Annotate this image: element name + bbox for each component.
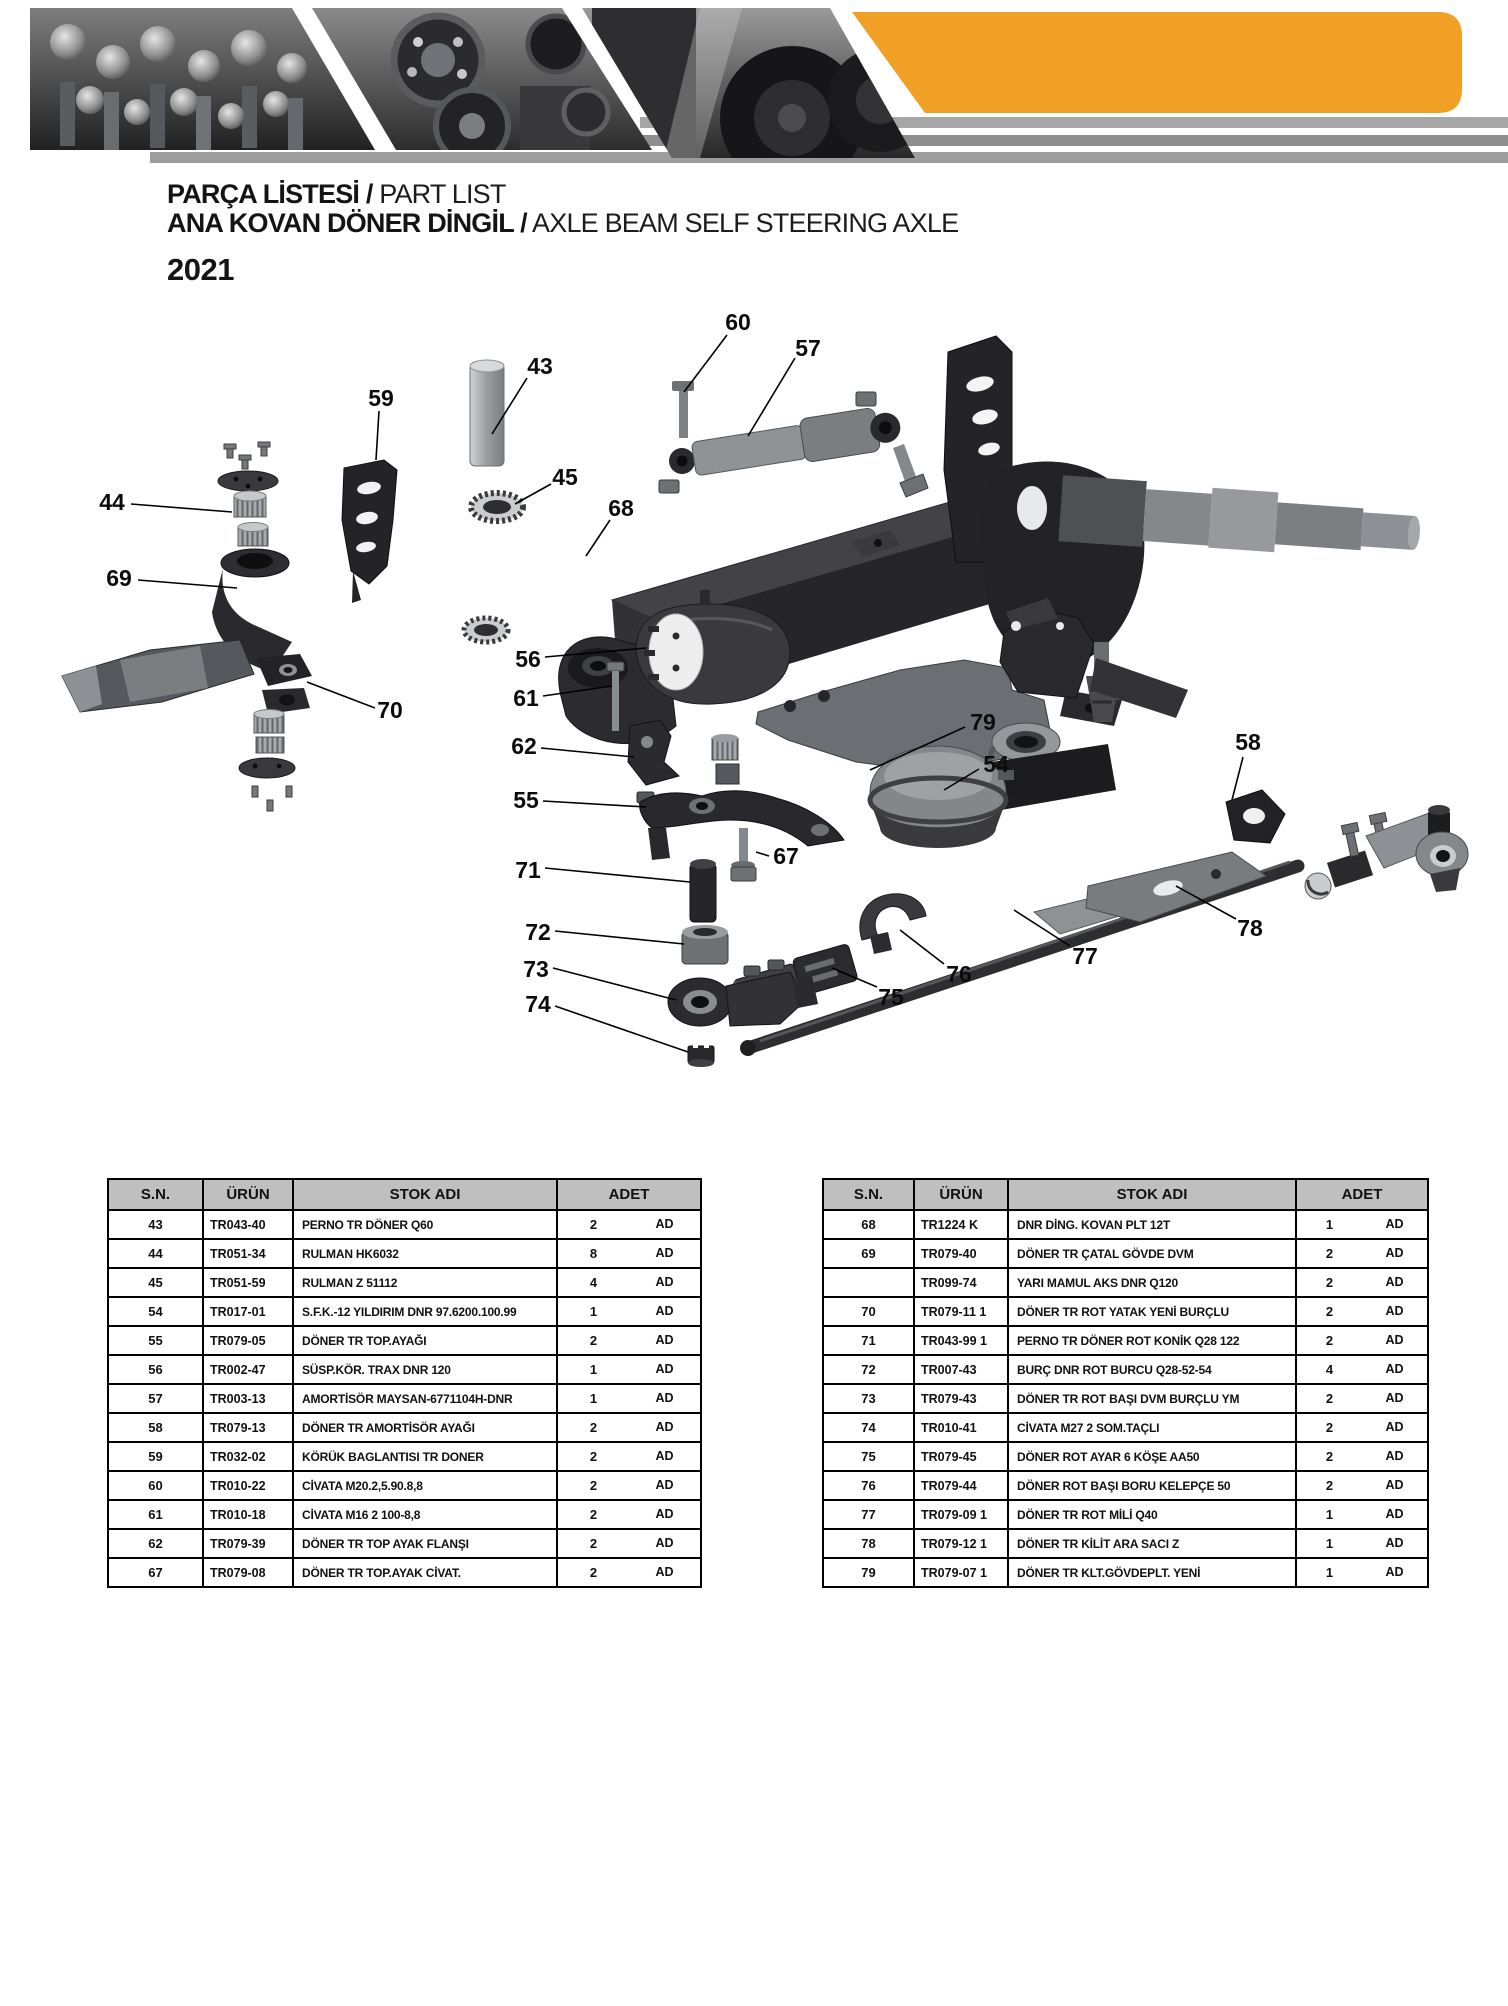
cell-serial-no: 60 <box>108 1471 203 1500</box>
callout-number: 79 <box>970 709 996 735</box>
cell-quantity <box>1296 1268 1428 1297</box>
cell-product-code: TR079-40 <box>914 1239 1008 1268</box>
cell-serial-no: 43 <box>108 1210 203 1239</box>
cell-serial-no: 55 <box>108 1326 203 1355</box>
callout-68 <box>586 495 634 556</box>
cell-serial-no <box>823 1268 914 1297</box>
callout-leader-line <box>555 931 684 944</box>
parts-table-right <box>822 1178 1429 1588</box>
cell-stock-name: CİVATA M20.2,5.90.8,8 <box>293 1471 557 1500</box>
quantity-unit: AD <box>1385 1507 1404 1521</box>
callout-leader-line <box>1232 757 1243 800</box>
table-row <box>823 1558 1428 1587</box>
cell-product-code: TR079-07 1 <box>914 1558 1008 1587</box>
callout-number: 45 <box>552 464 578 490</box>
callout-number: 71 <box>515 857 541 883</box>
quantity-count: 1 <box>589 1362 598 1377</box>
parts-table-left <box>107 1178 702 1588</box>
cell-quantity <box>557 1384 701 1413</box>
part-kingpin <box>470 360 504 466</box>
callout-70 <box>307 682 403 723</box>
cell-quantity <box>557 1326 701 1355</box>
callout-number: 55 <box>513 787 539 813</box>
cell-stock-name: DÖNER TR KLT.GÖVDEPLT. YENİ <box>1008 1558 1296 1587</box>
quantity-unit: AD <box>1385 1275 1404 1289</box>
cell-quantity <box>557 1471 701 1500</box>
cell-serial-no: 61 <box>108 1500 203 1529</box>
callout-45 <box>515 464 578 504</box>
table-row <box>823 1384 1428 1413</box>
callout-number: 44 <box>99 489 125 515</box>
callout-number: 67 <box>773 843 799 869</box>
cell-product-code: TR079-43 <box>914 1384 1008 1413</box>
table-row <box>108 1210 701 1239</box>
cell-quantity <box>557 1239 701 1268</box>
table-row <box>108 1471 701 1500</box>
quantity-count: 8 <box>589 1246 598 1261</box>
cell-quantity <box>1296 1413 1428 1442</box>
cell-product-code: TR099-74 <box>914 1268 1008 1297</box>
table-left-header <box>108 1179 701 1210</box>
callout-number: 74 <box>525 991 551 1017</box>
cell-serial-no: 57 <box>108 1384 203 1413</box>
cell-quantity <box>557 1442 701 1471</box>
callout-leader-line <box>684 335 727 392</box>
callout-leader-line <box>748 358 795 436</box>
callout-number: 61 <box>513 685 539 711</box>
quantity-count: 2 <box>589 1478 598 1493</box>
quantity-count: 2 <box>1325 1304 1334 1319</box>
callout-leader-line <box>756 852 769 856</box>
table-right-header <box>823 1179 1428 1210</box>
quantity-count: 2 <box>1325 1478 1334 1493</box>
quantity-count: 2 <box>589 1565 598 1580</box>
quantity-unit: AD <box>1385 1362 1404 1376</box>
cell-stock-name: KÖRÜK BAGLANTISI TR DONER <box>293 1442 557 1471</box>
callout-59 <box>368 385 394 460</box>
quantity-unit: AD <box>655 1420 674 1434</box>
cell-product-code: TR079-09 1 <box>914 1500 1008 1529</box>
callout-leader-line <box>900 930 944 964</box>
quantity-unit: AD <box>655 1449 674 1463</box>
quantity-unit: AD <box>655 1362 674 1376</box>
callout-number: 54 <box>983 751 1009 777</box>
cell-product-code: TR079-13 <box>203 1413 293 1442</box>
cell-product-code: TR079-05 <box>203 1326 293 1355</box>
callout-number: 60 <box>725 309 751 335</box>
cell-stock-name: PERNO TR DÖNER Q60 <box>293 1210 557 1239</box>
cell-stock-name: DÖNER TR ÇATAL GÖVDE DVM <box>1008 1239 1296 1268</box>
quantity-unit: AD <box>655 1275 674 1289</box>
table-row <box>108 1239 701 1268</box>
col-header-adet: ADET <box>1296 1179 1428 1210</box>
table-row <box>823 1500 1428 1529</box>
cell-stock-name: DÖNER TR ROT BAŞI DVM BURÇLU YM <box>1008 1384 1296 1413</box>
callout-60 <box>684 309 751 392</box>
cell-product-code: TR079-39 <box>203 1529 293 1558</box>
callout-leader-line <box>541 748 634 757</box>
cell-quantity <box>1296 1558 1428 1587</box>
callout-leader-line <box>131 504 232 512</box>
title-english: PART LIST <box>379 179 506 209</box>
table-row <box>108 1326 701 1355</box>
callout-number: 59 <box>368 385 394 411</box>
cell-stock-name: AMORTİSÖR MAYSAN-6771104H-DNR <box>293 1384 557 1413</box>
cell-product-code: TR003-13 <box>203 1384 293 1413</box>
quantity-unit: AD <box>655 1507 674 1521</box>
quantity-unit: AD <box>1385 1304 1404 1318</box>
quantity-unit: AD <box>655 1217 674 1231</box>
quantity-unit: AD <box>655 1246 674 1260</box>
quantity-count: 2 <box>589 1420 598 1435</box>
cell-stock-name: YARI MAMUL AKS DNR Q120 <box>1008 1268 1296 1297</box>
table-row <box>108 1442 701 1471</box>
table-row <box>823 1471 1428 1500</box>
callout-number: 57 <box>795 335 821 361</box>
table-row <box>108 1297 701 1326</box>
quantity-count: 2 <box>1325 1449 1334 1464</box>
callout-number: 76 <box>946 961 972 987</box>
cell-product-code: TR043-99 1 <box>914 1326 1008 1355</box>
cell-quantity <box>557 1413 701 1442</box>
callout-number: 56 <box>515 646 541 672</box>
quantity-count: 2 <box>1325 1246 1334 1261</box>
cell-serial-no: 56 <box>108 1355 203 1384</box>
table-row <box>108 1529 701 1558</box>
callout-number: 72 <box>525 919 551 945</box>
quantity-count: 1 <box>1325 1536 1334 1551</box>
cell-serial-no: 79 <box>823 1558 914 1587</box>
cell-stock-name: PERNO TR DÖNER ROT KONİK Q28 122 <box>1008 1326 1296 1355</box>
cell-stock-name: DÖNER TR ROT MİLİ Q40 <box>1008 1500 1296 1529</box>
cell-quantity <box>1296 1529 1428 1558</box>
cell-serial-no: 59 <box>108 1442 203 1471</box>
quantity-unit: AD <box>655 1478 674 1492</box>
table-right-body <box>823 1210 1428 1587</box>
quantity-count: 1 <box>1325 1565 1334 1580</box>
quantity-count: 2 <box>589 1536 598 1551</box>
quantity-unit: AD <box>655 1565 674 1579</box>
quantity-unit: AD <box>1385 1217 1404 1231</box>
cell-quantity <box>1296 1326 1428 1355</box>
cell-quantity <box>1296 1297 1428 1326</box>
col-header-urun: ÜRÜN <box>203 1179 293 1210</box>
quantity-unit: AD <box>1385 1246 1404 1260</box>
callout-leader-line <box>545 868 690 882</box>
callout-74 <box>525 991 688 1052</box>
cell-serial-no: 68 <box>823 1210 914 1239</box>
banner-orange-block <box>852 12 1462 113</box>
quantity-unit: AD <box>655 1536 674 1550</box>
cell-serial-no: 62 <box>108 1529 203 1558</box>
table-row <box>823 1326 1428 1355</box>
quantity-unit: AD <box>1385 1333 1404 1347</box>
callout-number: 70 <box>377 697 403 723</box>
cell-stock-name: RULMAN HK6032 <box>293 1239 557 1268</box>
quantity-unit: AD <box>1385 1536 1404 1550</box>
quantity-unit: AD <box>1385 1565 1404 1579</box>
quantity-count: 4 <box>589 1275 598 1290</box>
title-turkish: PARÇA LİSTESİ / <box>167 179 373 209</box>
cell-quantity <box>1296 1384 1428 1413</box>
callout-76 <box>900 930 972 987</box>
cell-stock-name: DÖNER TR TOP.AYAĞI <box>293 1326 557 1355</box>
table-row <box>108 1355 701 1384</box>
callout-number: 68 <box>608 495 634 521</box>
cell-quantity <box>557 1529 701 1558</box>
quantity-count: 4 <box>1325 1362 1334 1377</box>
cell-product-code: TR017-01 <box>203 1297 293 1326</box>
part-tie-rod-assembly <box>740 790 1468 1056</box>
quantity-count: 2 <box>1325 1391 1334 1406</box>
col-header-urun: ÜRÜN <box>914 1179 1008 1210</box>
cell-stock-name: DÖNER TR TOP.AYAK CİVAT. <box>293 1558 557 1587</box>
cell-quantity <box>1296 1210 1428 1239</box>
cell-quantity <box>557 1355 701 1384</box>
cell-stock-name: CİVATA M27 2 SOM.TAÇLI <box>1008 1413 1296 1442</box>
quantity-count: 2 <box>1325 1275 1334 1290</box>
callout-44 <box>99 489 232 515</box>
cell-quantity <box>1296 1239 1428 1268</box>
cell-product-code: TR051-59 <box>203 1268 293 1297</box>
cell-quantity <box>1296 1471 1428 1500</box>
quantity-unit: AD <box>1385 1420 1404 1434</box>
subtitle-turkish: ANA KOVAN DÖNER DİNGİL / <box>167 208 527 238</box>
table-row <box>823 1297 1428 1326</box>
cell-product-code: TR079-44 <box>914 1471 1008 1500</box>
callout-55 <box>513 787 646 813</box>
table-row <box>823 1442 1428 1471</box>
callout-71 <box>515 857 690 883</box>
cell-product-code: TR010-41 <box>914 1413 1008 1442</box>
quantity-count: 1 <box>1325 1507 1334 1522</box>
table-row <box>108 1500 701 1529</box>
table-row <box>823 1355 1428 1384</box>
cell-quantity <box>557 1558 701 1587</box>
callout-leader-line <box>543 801 646 807</box>
cell-stock-name: DÖNER ROT AYAR 6 KÖŞE AA50 <box>1008 1442 1296 1471</box>
part-bellows-bracket <box>342 460 397 603</box>
quantity-count: 2 <box>589 1449 598 1464</box>
quantity-count: 2 <box>1325 1420 1334 1435</box>
callout-number: 77 <box>1072 943 1098 969</box>
callout-number: 75 <box>878 984 904 1010</box>
callout-number: 78 <box>1237 915 1263 941</box>
cell-stock-name: RULMAN Z 51112 <box>293 1268 557 1297</box>
quantity-unit: AD <box>655 1391 674 1405</box>
cell-product-code: TR043-40 <box>203 1210 293 1239</box>
cell-serial-no: 67 <box>108 1558 203 1587</box>
cell-serial-no: 71 <box>823 1326 914 1355</box>
cell-product-code: TR032-02 <box>203 1442 293 1471</box>
cell-quantity <box>557 1297 701 1326</box>
cell-serial-no: 77 <box>823 1500 914 1529</box>
cell-stock-name: DÖNER TR KİLİT ARA SACI Z <box>1008 1529 1296 1558</box>
callout-leader-line <box>555 1006 688 1052</box>
cell-stock-name: DÖNER TR TOP AYAK FLANŞI <box>293 1529 557 1558</box>
cell-serial-no: 76 <box>823 1471 914 1500</box>
cell-quantity <box>1296 1355 1428 1384</box>
callout-leader-line <box>586 520 610 556</box>
callout-leader-line <box>553 968 676 1000</box>
cell-serial-no: 54 <box>108 1297 203 1326</box>
quantity-unit: AD <box>655 1304 674 1318</box>
table-row <box>108 1384 701 1413</box>
cell-quantity <box>557 1500 701 1529</box>
callout-number: 58 <box>1235 729 1261 755</box>
cell-product-code: TR010-22 <box>203 1471 293 1500</box>
part-bearing-ring <box>464 493 523 642</box>
table-row <box>823 1268 1428 1297</box>
callout-69 <box>106 565 237 591</box>
callout-leader-line <box>307 682 375 708</box>
part-shock-absorber <box>659 381 928 497</box>
cell-serial-no: 69 <box>823 1239 914 1268</box>
callout-leader-line <box>376 411 379 460</box>
callout-leader-line <box>515 484 551 504</box>
cell-product-code: TR051-34 <box>203 1239 293 1268</box>
cell-stock-name: S.F.K.-12 YILDIRIM DNR 97.6200.100.99 <box>293 1297 557 1326</box>
cell-product-code: TR079-11 1 <box>914 1297 1008 1326</box>
cell-quantity <box>1296 1442 1428 1471</box>
callout-67 <box>756 843 799 869</box>
table-row <box>108 1268 701 1297</box>
quantity-unit: AD <box>1385 1449 1404 1463</box>
cell-stock-name: DÖNER TR AMORTİSÖR AYAĞI <box>293 1413 557 1442</box>
cell-stock-name: CİVATA M16 2 100-8,8 <box>293 1500 557 1529</box>
subtitle-english: AXLE BEAM SELF STEERING AXLE <box>532 208 959 238</box>
cell-product-code: TR007-43 <box>914 1355 1008 1384</box>
col-header-adet: ADET <box>557 1179 701 1210</box>
cell-quantity <box>557 1268 701 1297</box>
col-header-stok: STOK ADI <box>293 1179 557 1210</box>
cell-serial-no: 74 <box>823 1413 914 1442</box>
quantity-unit: AD <box>1385 1478 1404 1492</box>
cell-serial-no: 75 <box>823 1442 914 1471</box>
callout-number: 69 <box>106 565 132 591</box>
cell-quantity <box>1296 1500 1428 1529</box>
cell-stock-name: SÜSP.KÖR. TRAX DNR 120 <box>293 1355 557 1384</box>
col-header-sn: S.N. <box>108 1179 203 1210</box>
cell-serial-no: 73 <box>823 1384 914 1413</box>
cell-stock-name: BURÇ DNR ROT BURCU Q28-52-54 <box>1008 1355 1296 1384</box>
page-title-line1 <box>167 180 958 209</box>
quantity-count: 2 <box>589 1507 598 1522</box>
cell-product-code: TR010-18 <box>203 1500 293 1529</box>
quantity-count: 1 <box>589 1304 598 1319</box>
header-banner <box>0 0 1508 180</box>
cell-stock-name: DÖNER TR ROT YATAK YENİ BURÇLU <box>1008 1297 1296 1326</box>
exploded-diagram <box>0 230 1508 1110</box>
cell-serial-no: 70 <box>823 1297 914 1326</box>
cell-product-code: TR079-12 1 <box>914 1529 1008 1558</box>
cell-product-code: TR079-08 <box>203 1558 293 1587</box>
callout-72 <box>525 919 684 945</box>
callout-number: 73 <box>523 956 549 982</box>
quantity-unit: AD <box>655 1333 674 1347</box>
cell-product-code: TR1224 K <box>914 1210 1008 1239</box>
callout-number: 43 <box>527 353 553 379</box>
col-header-sn: S.N. <box>823 1179 914 1210</box>
cell-product-code: TR002-47 <box>203 1355 293 1384</box>
quantity-count: 1 <box>589 1391 598 1406</box>
cell-serial-no: 78 <box>823 1529 914 1558</box>
quantity-count: 2 <box>1325 1333 1334 1348</box>
cell-serial-no: 58 <box>108 1413 203 1442</box>
callout-58 <box>1232 729 1261 800</box>
callout-number: 62 <box>511 733 537 759</box>
quantity-count: 2 <box>589 1333 598 1348</box>
table-row <box>823 1529 1428 1558</box>
table-row <box>108 1558 701 1587</box>
cell-stock-name: DÖNER ROT BAŞI BORU KELEPÇE 50 <box>1008 1471 1296 1500</box>
quantity-unit: AD <box>1385 1391 1404 1405</box>
cell-serial-no: 72 <box>823 1355 914 1384</box>
col-header-stok: STOK ADI <box>1008 1179 1296 1210</box>
cell-serial-no: 45 <box>108 1268 203 1297</box>
cell-product-code: TR079-45 <box>914 1442 1008 1471</box>
cell-serial-no: 44 <box>108 1239 203 1268</box>
quantity-count: 1 <box>1325 1217 1334 1232</box>
cell-stock-name: DNR DİNG. KOVAN PLT 12T <box>1008 1210 1296 1239</box>
table-row <box>108 1413 701 1442</box>
catalog-year: 2021 <box>167 252 234 287</box>
table-row <box>823 1413 1428 1442</box>
table-left-body <box>108 1210 701 1587</box>
quantity-count: 2 <box>589 1217 598 1232</box>
table-row <box>823 1239 1428 1268</box>
cell-quantity <box>557 1210 701 1239</box>
table-row <box>823 1210 1428 1239</box>
